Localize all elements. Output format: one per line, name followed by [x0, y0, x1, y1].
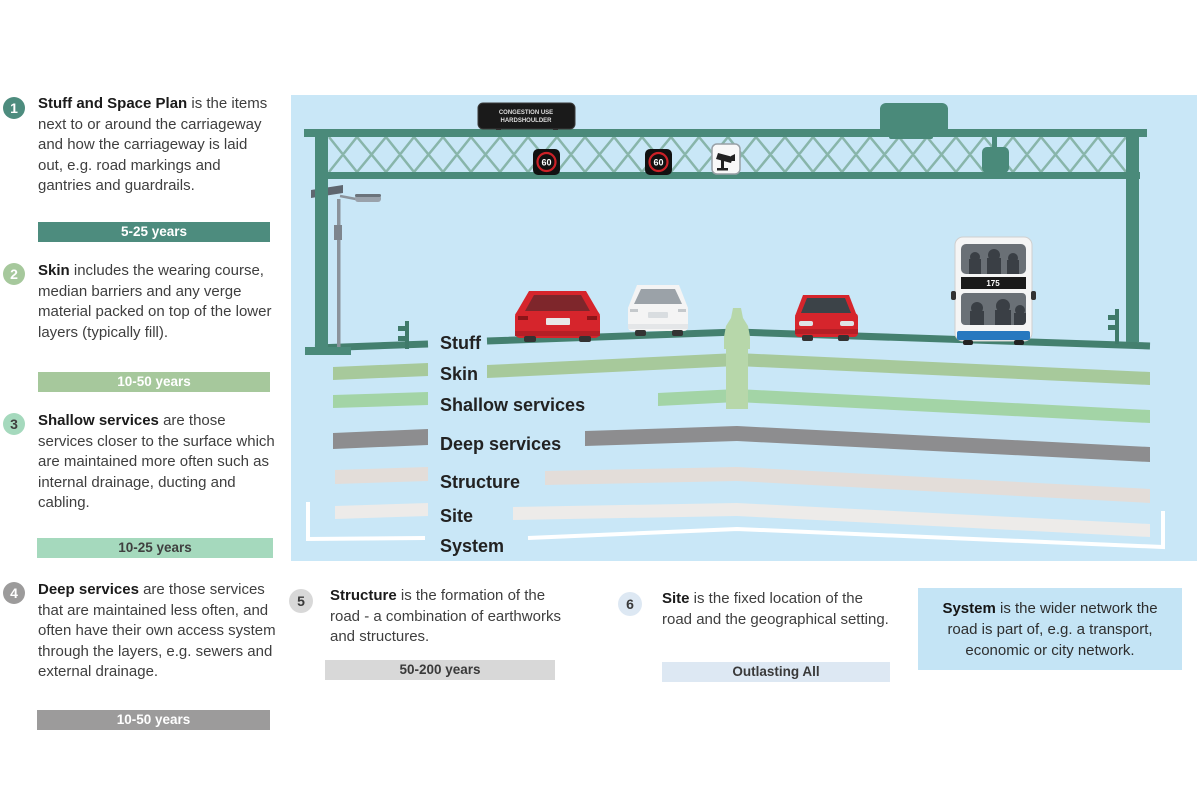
- lifespan-badge-5: 50-200 years: [325, 660, 555, 680]
- car-red-rear: [515, 291, 600, 342]
- item-number-2: 2: [3, 263, 25, 285]
- road-cross-section-diagram: [291, 95, 1197, 561]
- speed-limit-sign-1: [533, 149, 560, 175]
- description-text: are those services closer to the surface which are maintained more often such as internal drainage, ducting and cabling.: [38, 412, 275, 511]
- layer-label-shallow-services: Shallow services: [440, 395, 586, 415]
- item-number-3: 3: [3, 413, 25, 435]
- congestion-sign-line2: HARDSHOULDER: [500, 118, 552, 124]
- median-barrier: [724, 308, 750, 409]
- speed-limit-value: 60: [653, 157, 664, 168]
- speed-limit-sign-2: [645, 149, 672, 175]
- layer-label-structure: Structure: [440, 472, 521, 492]
- description-text: is the items next to or around the carriageway and how the carriageway is laid out, e.g. road markings and gantries and guardrails.: [38, 95, 268, 194]
- layer-label-deep-services: Deep services: [440, 434, 562, 454]
- description-text: is the fixed location of the road and the geographical setting.: [662, 590, 889, 628]
- lifespan-badge-3: 10-25 years: [37, 538, 273, 558]
- system-note-box: [918, 588, 1182, 670]
- system-note-text: [918, 598, 1182, 661]
- lifespan-badge-1: 5-25 years: [38, 222, 270, 242]
- layer-label-stuff: Stuff: [440, 333, 481, 353]
- speed-limit-value: 60: [541, 157, 552, 168]
- description-text: is the formation of the road - a combination of earthworks and structures.: [330, 587, 561, 645]
- cctv-camera-sign: [712, 144, 740, 174]
- lifespan-badge-2: 10-50 years: [38, 372, 270, 392]
- item-description-2: [38, 261, 274, 343]
- term-site: Site: [662, 590, 690, 607]
- item-number-5: 5: [289, 589, 313, 613]
- double-decker-bus: [951, 237, 1036, 345]
- sign-back-large: [880, 103, 948, 139]
- item-description-3: [38, 411, 276, 514]
- layer-label-system: System: [440, 536, 505, 556]
- lifespan-badge-4: 10-50 years: [37, 710, 270, 730]
- congestion-matrix-sign: [478, 103, 575, 130]
- gantry-right-post: [1126, 129, 1139, 342]
- item-description-6: [662, 589, 894, 630]
- description-text: includes the wearing course, median barriers and any verge material packed on top of the lower layers (typically fill).: [38, 262, 272, 341]
- gantry-left-post: [315, 129, 328, 352]
- item-description-5: [330, 586, 572, 648]
- term-structure: Structure: [330, 587, 397, 604]
- item-number-4: 4: [3, 582, 25, 604]
- description-text: are those services that are maintained less often, and often have their own access system through the layers, e.g. sewers and external drainage.: [38, 581, 276, 680]
- term-deep-services: Deep services: [38, 581, 139, 598]
- term-stuff-and-space-plan: Stuff and Space Plan: [38, 95, 188, 112]
- layer-label-skin: Skin: [440, 364, 479, 384]
- car-white-rear: [628, 285, 688, 336]
- item-number-6: 6: [618, 592, 642, 616]
- description-text: is the wider network the road is part of, e.g. a transport, economic or city network.: [947, 599, 1158, 659]
- gantry-left-post-foot: [305, 347, 351, 355]
- car-red-front: [795, 295, 858, 341]
- item-number-1: 1: [3, 97, 25, 119]
- lifespan-badge-6: Outlasting All: [662, 662, 890, 682]
- item-description-4: [38, 580, 283, 683]
- bus-route-number: 175: [986, 279, 1000, 288]
- term-skin: Skin: [38, 262, 70, 279]
- gantry-top-beam: [304, 129, 1147, 137]
- layer-label-site: Site: [440, 506, 474, 526]
- congestion-sign-line1: CONGESTION USE: [498, 110, 554, 116]
- term-shallow-services: Shallow services: [38, 412, 159, 429]
- term-system: System: [942, 599, 996, 617]
- item-description-1: [38, 94, 274, 197]
